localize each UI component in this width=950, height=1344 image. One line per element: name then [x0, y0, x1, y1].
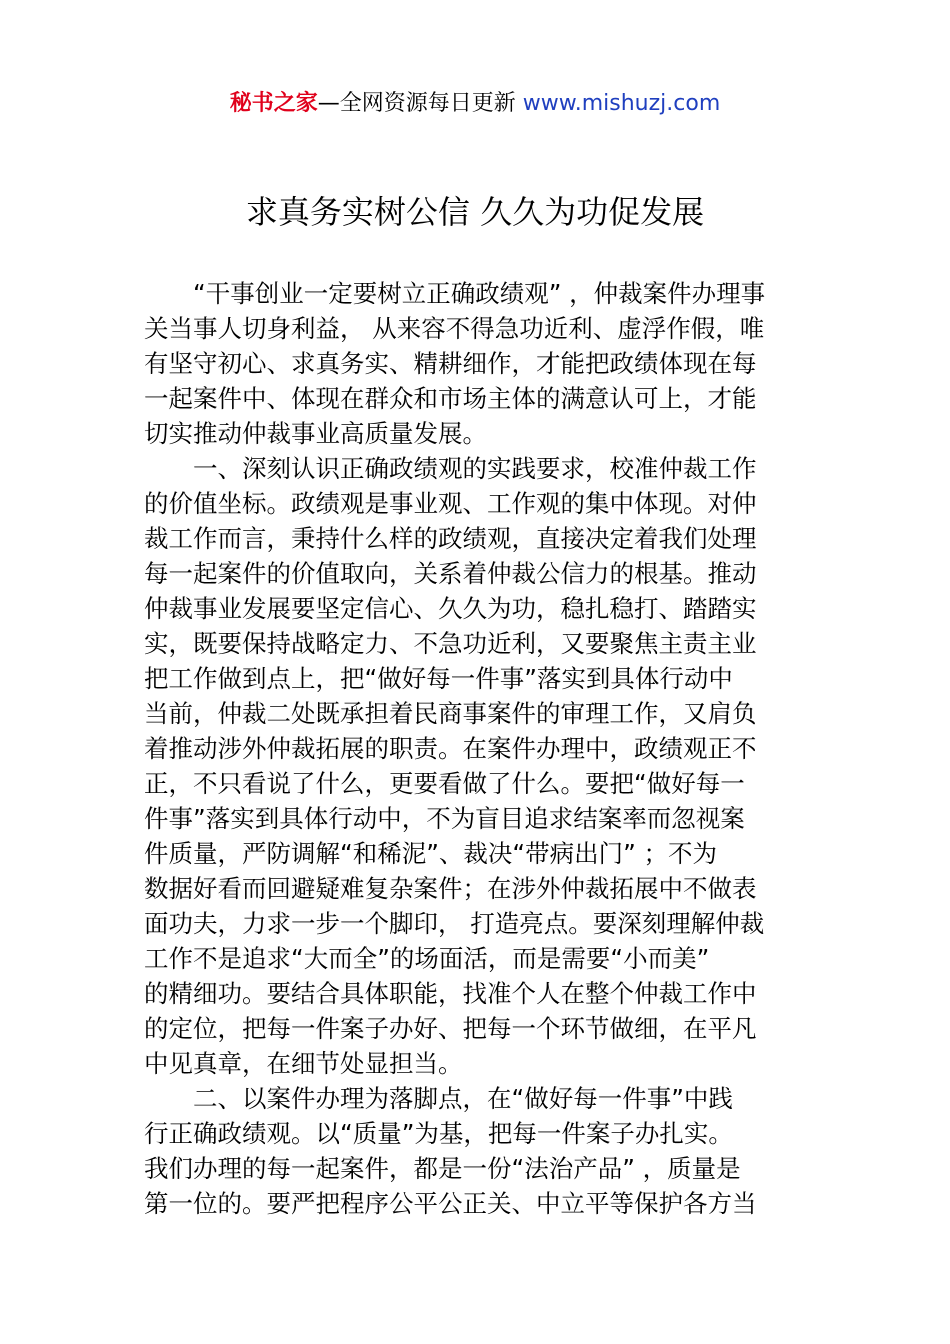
body-line: 二、以案件办理为落脚点，在“做好每一件事”中践 — [193, 1084, 733, 1113]
document-title: 求真务实树公信 久久为功促发展 — [245, 193, 705, 231]
body-line: “干事创业一定要树立正确政绩观” ，仲裁案件办理事 — [193, 279, 766, 308]
body-line: 裁工作而言，秉持什么样的政绩观，直接决定着我们处理 — [144, 524, 757, 553]
body-line: 件质量，严防调解“和稀泥”、裁决“带病出门” ；不为 — [144, 839, 718, 868]
document-body — [144, 276, 812, 1221]
body-line: 第一位的。要严把程序公平公正关、中立平等保护各方当 — [144, 1189, 757, 1218]
body-line: 的定位，把每一件案子办好、把每一个环节做细，在平凡 — [144, 1014, 757, 1043]
body-line: 把工作做到点上，把“做好每一件事”落实到具体行动中 — [144, 664, 733, 693]
body-line: 有坚守初心、求真务实、精耕细作，才能把政绩体现在每 — [144, 349, 757, 378]
body-line: 我们办理的每一起案件，都是一份“法治产品” ，质量是 — [144, 1154, 741, 1183]
body-line: 数据好看而回避疑难复杂案件；在涉外仲裁拓展中不做表 — [144, 874, 757, 903]
site-header — [0, 88, 950, 120]
body-line: 当前，仲裁二处既承担着民商事案件的审理工作，又肩负 — [144, 699, 757, 728]
body-line: 实，既要保持战略定力、不急功近利，又要聚焦主责主业 — [144, 629, 757, 658]
body-line: 切实推动仲裁事业高质量发展。 — [144, 419, 487, 448]
body-line: 的价值坐标。政绩观是事业观、工作观的集中体现。对仲 — [144, 489, 757, 518]
site-brand: 秘书之家 — [229, 91, 318, 116]
body-line: 件事”落实到具体行动中，不为盲目追求结案率而忽视案 — [144, 804, 745, 833]
body-line: 正，不只看说了什么，更要看做了什么。要把“做好每一 — [144, 769, 745, 798]
body-line: 一起案件中、体现在群众和市场主体的满意认可上，才能 — [144, 384, 757, 413]
body-line: 工作不是追求“大而全”的场面活，而是需要“小而美” — [144, 944, 710, 973]
body-line: 中见真章，在细节处显担当。 — [144, 1049, 463, 1078]
site-url-link[interactable]: www.mishuzj.com — [522, 91, 721, 116]
body-line: 关当事人切身利益， 从来容不得急功近利、虚浮作假，唯 — [144, 314, 765, 343]
site-tagline: —全网资源每日更新 — [317, 91, 523, 116]
body-line: 仲裁事业发展要坚定信心、久久为功，稳扎稳打、踏踏实 — [144, 594, 757, 623]
body-line: 面功夫，力求一步一个脚印， 打造亮点。要深刻理解仲裁 — [144, 909, 765, 938]
body-line: 每一起案件的价值取向，关系着仲裁公信力的根基。推动 — [144, 559, 757, 588]
body-line: 的精细功。要结合具体职能，找准个人在整个仲裁工作中 — [144, 979, 757, 1008]
body-line: 一、深刻认识正确政绩观的实践要求，校准仲裁工作 — [193, 454, 757, 483]
body-line: 行正确政绩观。以“质量”为基，把每一件案子办扎实。 — [144, 1119, 733, 1148]
body-line: 着推动涉外仲裁拓展的职责。在案件办理中，政绩观正不 — [144, 734, 757, 763]
